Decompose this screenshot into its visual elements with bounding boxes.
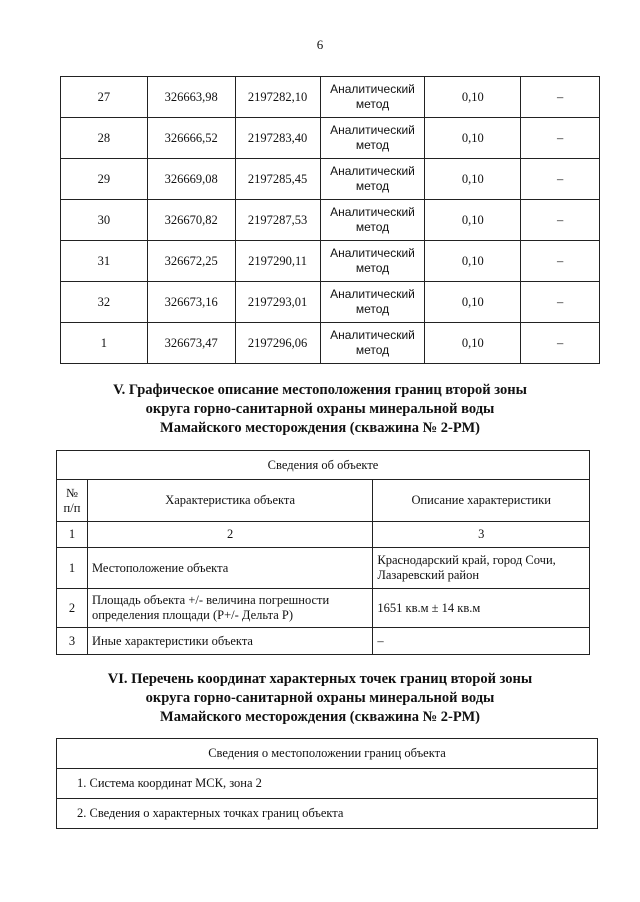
coordinate-y-cell: 2197290,11 — [235, 241, 320, 282]
coordinate-x-cell: 326663,98 — [147, 77, 235, 118]
accuracy-cell: 0,10 — [425, 200, 521, 241]
point-number-cell: 27 — [61, 77, 148, 118]
accuracy-cell: 0,10 — [425, 323, 521, 364]
coordinate-y-cell: 2197285,45 — [235, 159, 320, 200]
coordinate-x-cell: 326670,82 — [147, 200, 235, 241]
header-num-line2: п/п — [63, 500, 81, 515]
accuracy-cell: 0,10 — [425, 118, 521, 159]
text-line: – — [377, 633, 384, 648]
method-line: Аналитический — [330, 328, 415, 342]
accuracy-cell: 0,10 — [425, 282, 521, 323]
text-line: Краснодарский край, город Сочи, — [377, 553, 556, 567]
row-num: 1 — [57, 548, 88, 589]
point-number-cell: 32 — [61, 282, 148, 323]
method-line: Аналитический — [330, 164, 415, 178]
method-line: метод — [355, 343, 390, 357]
method-line: метод — [355, 138, 390, 152]
method-cell — [320, 200, 425, 241]
point-number-cell: 31 — [61, 241, 148, 282]
table-row — [57, 548, 590, 589]
boundary-info-table — [56, 738, 598, 829]
section-v-heading — [40, 381, 600, 438]
bounds-item: 2. Сведения о характерных точках границ объекта — [57, 799, 598, 829]
point-number-cell: 29 — [61, 159, 148, 200]
coordinates-table — [60, 76, 600, 364]
index-cell: 2 — [87, 522, 372, 548]
accuracy-cell: 0,10 — [425, 241, 521, 282]
table-row — [61, 118, 600, 159]
section-vi-heading — [40, 670, 600, 727]
text-line: 1651 кв.м ± 14 кв.м — [377, 600, 481, 615]
method-cell — [320, 323, 425, 364]
header-num-line1: № — [66, 485, 78, 500]
text-line: Лазаревский район — [377, 568, 480, 582]
row-num: 3 — [57, 628, 88, 655]
heading-line: округа горно-санитарной охраны минеральной воды — [145, 690, 495, 706]
row-num: 2 — [57, 589, 88, 628]
heading-line: Мамайского месторождения (скважина № 2-РМ) — [160, 709, 480, 725]
method-line: метод — [355, 97, 390, 111]
coordinate-y-cell: 2197283,40 — [235, 118, 320, 159]
table-row — [57, 589, 590, 628]
note-cell: – — [521, 200, 600, 241]
point-number-cell: 28 — [61, 118, 148, 159]
row-description — [373, 589, 590, 628]
header-num — [57, 480, 88, 522]
method-line: метод — [355, 179, 390, 193]
point-number-cell: 30 — [61, 200, 148, 241]
row-characteristic — [87, 589, 372, 628]
table-row — [57, 628, 590, 655]
method-line: метод — [355, 261, 390, 275]
heading-line: Мамайского месторождения (скважина № 2-РМ) — [160, 420, 480, 436]
note-cell: – — [521, 323, 600, 364]
method-line: Аналитический — [330, 82, 415, 96]
coordinate-y-cell: 2197296,06 — [235, 323, 320, 364]
method-cell — [320, 159, 425, 200]
table-row — [61, 159, 600, 200]
table-row — [61, 77, 600, 118]
method-line: Аналитический — [330, 246, 415, 260]
method-cell — [320, 241, 425, 282]
accuracy-cell: 0,10 — [425, 77, 521, 118]
header-characteristic: Характеристика объекта — [87, 480, 372, 522]
point-number-cell: 1 — [61, 323, 148, 364]
method-cell — [320, 118, 425, 159]
coordinate-x-cell: 326673,16 — [147, 282, 235, 323]
index-cell: 1 — [57, 522, 88, 548]
row-characteristic — [87, 548, 372, 589]
text-line: Иные характеристики объекта — [91, 633, 253, 648]
note-cell: – — [521, 241, 600, 282]
note-cell: – — [521, 118, 600, 159]
method-line: Аналитический — [330, 287, 415, 301]
note-cell: – — [521, 282, 600, 323]
method-line: Аналитический — [330, 205, 415, 219]
coordinate-x-cell: 326666,52 — [147, 118, 235, 159]
row-description — [373, 628, 590, 655]
bounds-item: 1. Система координат МСК, зона 2 — [57, 769, 598, 799]
heading-line: VI. Перечень координат характерных точек границ второй зоны — [107, 671, 533, 687]
bounds-table-caption: Сведения о местоположении границ объекта — [57, 739, 598, 769]
coordinate-x-cell: 326672,25 — [147, 241, 235, 282]
object-table-caption: Сведения об объекте — [57, 451, 590, 480]
page-number: 6 — [316, 37, 324, 52]
coordinate-y-cell: 2197293,01 — [235, 282, 320, 323]
row-description — [373, 548, 590, 589]
text-line: определения площади (Р+/- Дельта Р) — [91, 608, 293, 622]
coordinate-y-cell: 2197282,10 — [235, 77, 320, 118]
note-cell: – — [521, 159, 600, 200]
table-row — [61, 241, 600, 282]
table-row — [61, 323, 600, 364]
method-cell — [320, 282, 425, 323]
object-info-table — [56, 450, 590, 655]
header-description: Описание характеристики — [373, 480, 590, 522]
text-line: Местоположение объекта — [91, 560, 229, 575]
heading-line: округа горно-санитарной охраны минеральной воды — [145, 401, 495, 417]
table-row — [61, 282, 600, 323]
accuracy-cell: 0,10 — [425, 159, 521, 200]
index-cell: 3 — [373, 522, 590, 548]
text-line: Площадь объекта +/- величина погрешности — [91, 593, 330, 607]
note-cell: – — [521, 77, 600, 118]
heading-line: V. Графическое описание местоположения границ второй зоны — [113, 382, 527, 398]
coordinate-x-cell: 326669,08 — [147, 159, 235, 200]
coordinate-y-cell: 2197287,53 — [235, 200, 320, 241]
method-cell — [320, 77, 425, 118]
coordinate-x-cell: 326673,47 — [147, 323, 235, 364]
method-line: Аналитический — [330, 123, 415, 137]
row-characteristic — [87, 628, 372, 655]
method-line: метод — [355, 220, 390, 234]
table-row — [61, 200, 600, 241]
method-line: метод — [355, 302, 390, 316]
